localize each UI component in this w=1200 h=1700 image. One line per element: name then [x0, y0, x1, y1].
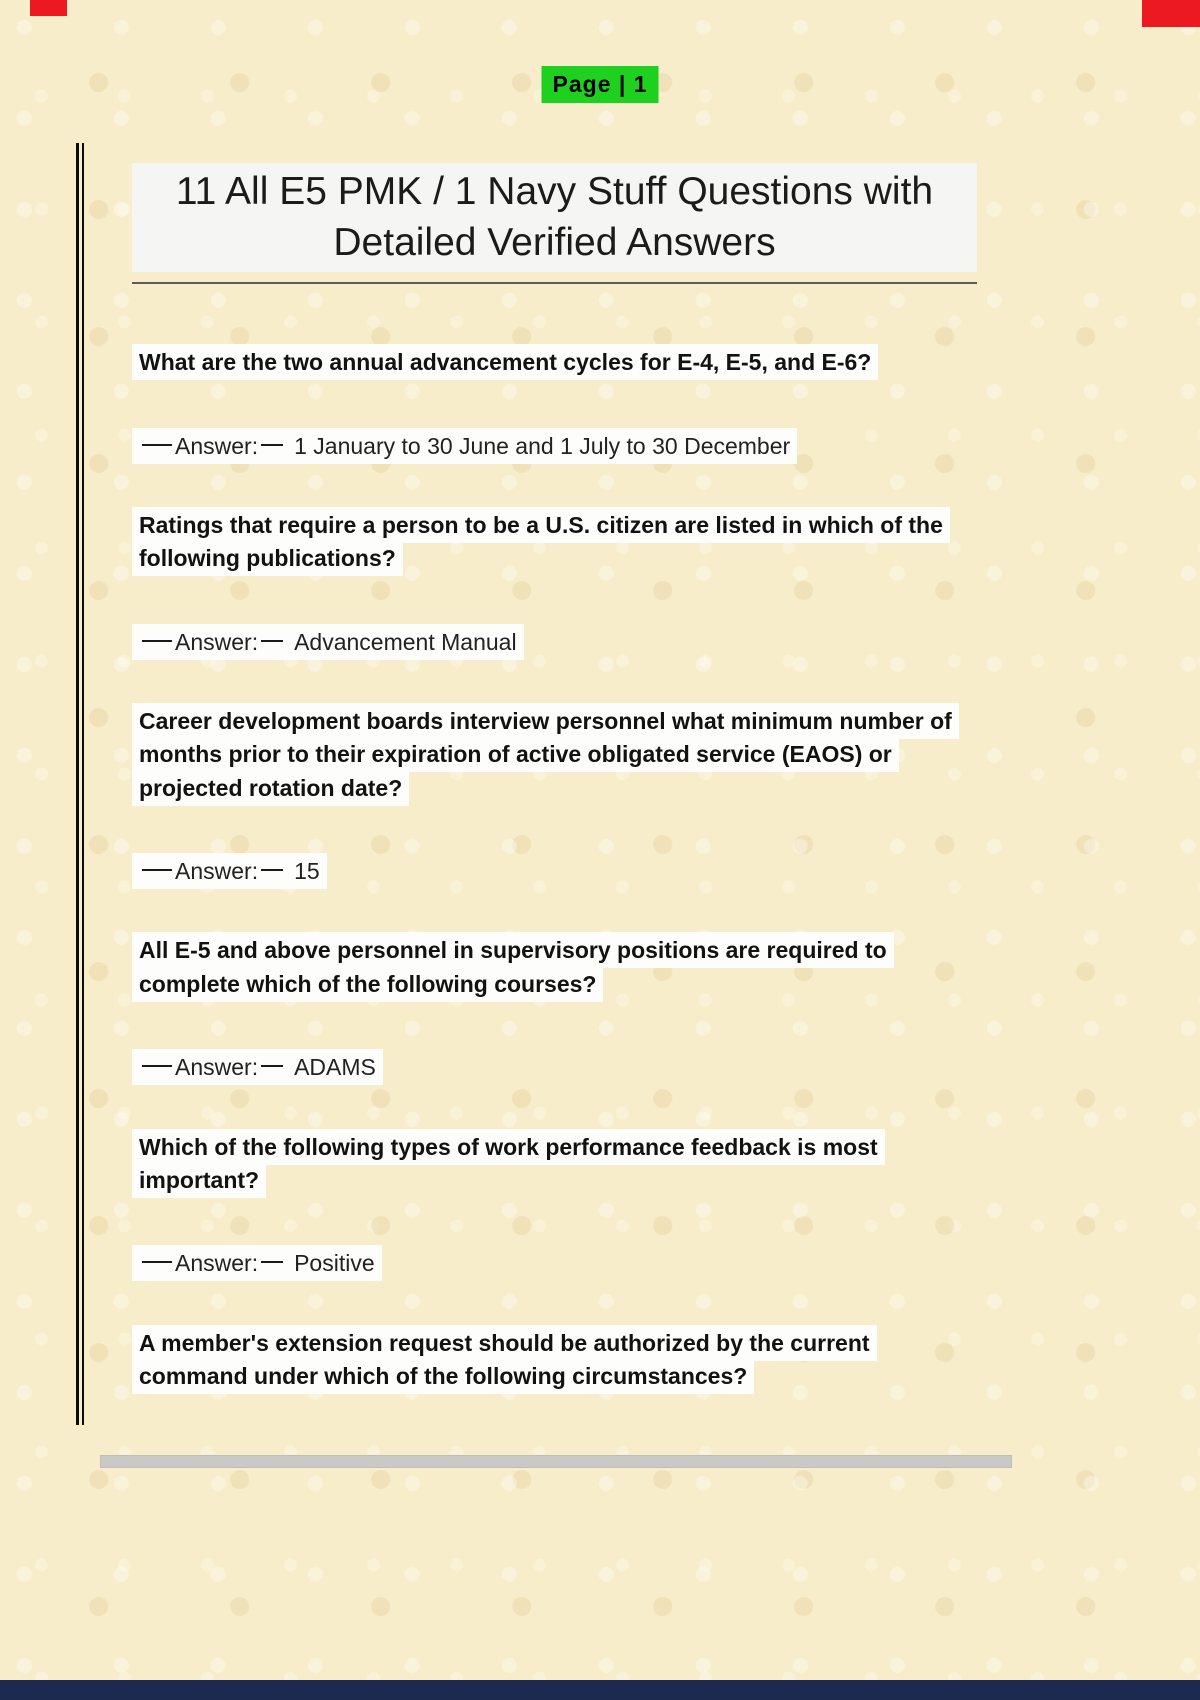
question	[132, 509, 977, 576]
answer-line	[132, 855, 977, 888]
answer-label: Answer:	[175, 1054, 259, 1081]
question-text: All E-5 and above personnel in supervisory positions are required to complete which of the following courses?	[132, 932, 894, 1001]
answer-dash-icon	[261, 1261, 283, 1263]
qa-list	[132, 346, 977, 1393]
question-text: Which of the following types of work performance feedback is most important?	[132, 1129, 885, 1198]
page-number-badge: Page | 1	[542, 66, 659, 103]
answer-label: Answer:	[175, 1250, 259, 1277]
qa-item	[132, 1327, 977, 1394]
answer-text: Advancement Manual	[294, 628, 517, 655]
qa-item	[132, 509, 977, 659]
qa-item	[132, 1131, 977, 1281]
answer-dash-icon	[261, 869, 283, 871]
answer-label: Answer:	[175, 432, 259, 459]
answer-label: Answer:	[175, 858, 259, 885]
document-content	[132, 163, 977, 1393]
question-text: Career development boards interview personnel what minimum number of months prior to their expiration of active obligated service (EAOS) or projected rotation date?	[132, 703, 959, 806]
red-mark-top-right	[1142, 0, 1200, 27]
question	[132, 1327, 977, 1394]
answer-text: Positive	[294, 1250, 375, 1277]
answer-dash-icon	[142, 640, 172, 642]
left-border-line	[76, 143, 84, 1425]
answer-text: 1 January to 30 June and 1 July to 30 December	[294, 432, 791, 459]
question	[132, 934, 977, 1001]
qa-item	[132, 346, 977, 463]
answer-line	[132, 1247, 977, 1280]
answer-line	[132, 1051, 977, 1084]
answer-line	[132, 430, 977, 463]
question-text: A member's extension request should be authorized by the current command under which of the following circumstances?	[132, 1325, 877, 1394]
answer-dash-icon	[142, 869, 172, 871]
document-title: 11 All E5 PMK / 1 Navy Stuff Questions with Detailed Verified Answers	[132, 163, 977, 272]
answer-dash-icon	[142, 1261, 172, 1263]
bottom-scrollbar[interactable]	[100, 1455, 1012, 1468]
red-mark-top-left	[30, 0, 67, 16]
answer-text: 15	[294, 858, 320, 885]
qa-item	[132, 934, 977, 1084]
answer-dash-icon	[142, 1065, 172, 1067]
bottom-navy-bar	[0, 1680, 1200, 1700]
qa-item	[132, 705, 977, 888]
question-text: Ratings that require a person to be a U.S. citizen are listed in which of the following publications?	[132, 507, 950, 576]
question	[132, 705, 977, 805]
question	[132, 1131, 977, 1198]
question-text: What are the two annual advancement cycles for E-4, E-5, and E-6?	[132, 344, 878, 380]
answer-dash-icon	[142, 444, 172, 446]
answer-dash-icon	[261, 1065, 283, 1067]
title-block	[132, 163, 977, 284]
question	[132, 346, 977, 379]
answer-dash-icon	[261, 640, 283, 642]
answer-line	[132, 626, 977, 659]
answer-dash-icon	[261, 444, 283, 446]
answer-label: Answer:	[175, 628, 259, 655]
answer-text: ADAMS	[294, 1054, 376, 1081]
